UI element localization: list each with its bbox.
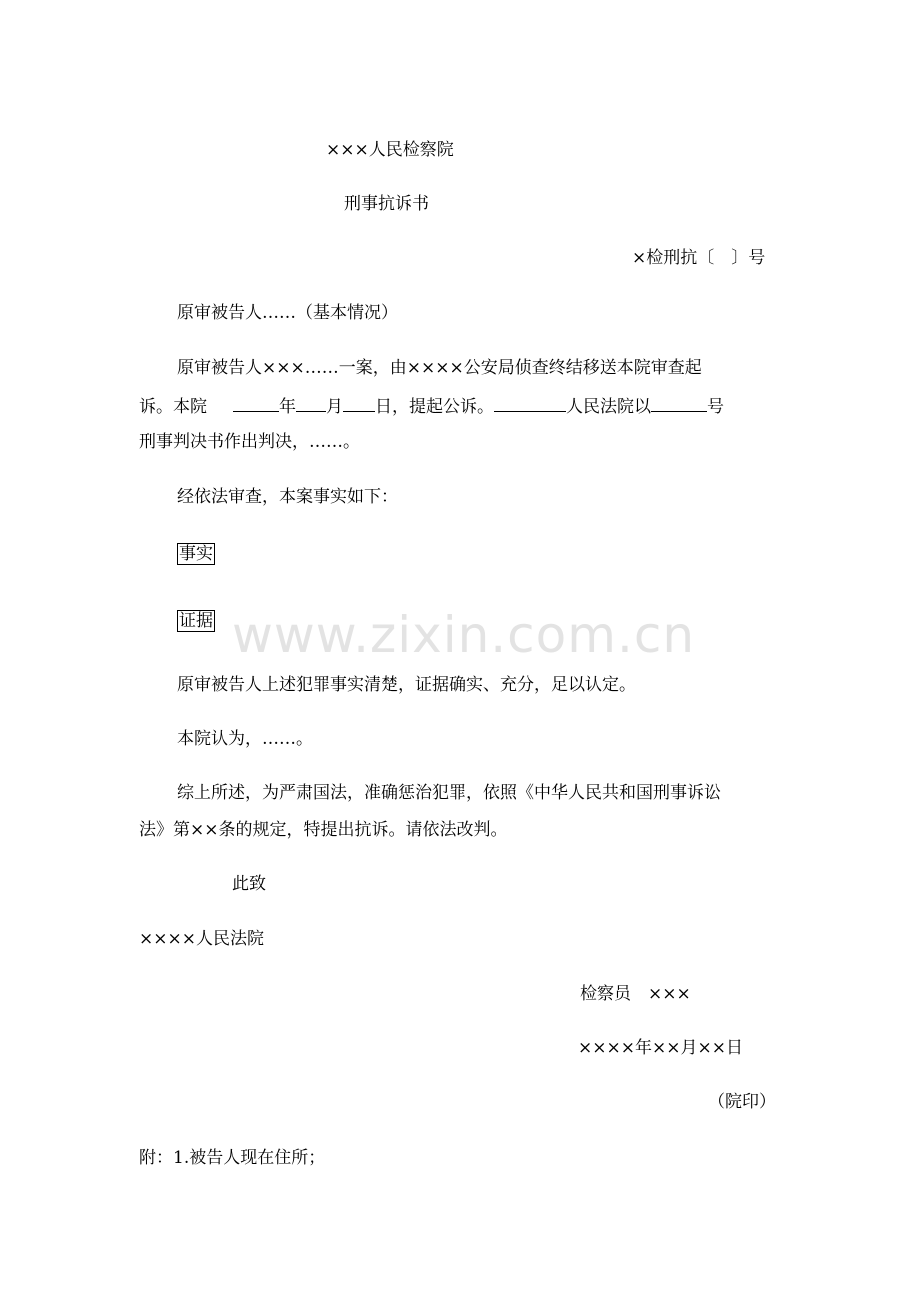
month-blank: [296, 395, 326, 412]
facts-heading: [177, 543, 215, 565]
doc-title: 刑事抗诉书: [344, 194, 429, 214]
conclusion: 原审被告人上述犯罪事实清楚，证据确实、充分，足以认定。: [177, 675, 636, 695]
watermark: www.zixin.com.cn: [232, 606, 696, 664]
date: ××××年××月××日: [578, 1038, 743, 1058]
review-intro: 经依法审查，本案事实如下：: [177, 487, 398, 507]
addressee: ××××人民法院: [139, 929, 264, 949]
attachment: 附：1.被告人现在住所；: [139, 1148, 326, 1168]
year-label: 年: [279, 397, 296, 417]
year-blank: [233, 395, 279, 412]
salutation: 此致: [232, 874, 266, 894]
signer: 检察员 ×××: [580, 984, 691, 1004]
court-seal: （院印）: [708, 1092, 776, 1112]
month-label: 月: [326, 397, 343, 417]
court-label: 人民法院以: [566, 397, 651, 417]
defendant-intro: 原审被告人……（基本情况）: [177, 303, 398, 323]
case-paragraph-line3: 刑事判决书作出判决，……。: [139, 432, 360, 452]
day-blank: [343, 395, 375, 412]
summary-line2: 法》第××条的规定，特提出抗诉。请依法改判。: [139, 820, 508, 840]
doc-number: ×检刑抗〔 〕号: [632, 248, 766, 268]
case-paragraph-line2: [139, 395, 724, 418]
case-text-a: 诉。本院: [139, 397, 207, 417]
number-label: 号: [707, 397, 724, 417]
summary-line1: 综上所述，为严肃国法，准确惩治犯罪，依照《中华人民共和国刑事诉讼: [177, 783, 721, 803]
court-blank: [494, 395, 566, 412]
case-paragraph-line1: 原审被告人×××……一案，由××××公安局侦查终结移送本院审查起: [177, 358, 702, 378]
facts-label: 事实: [179, 544, 213, 564]
evidence-heading: [177, 610, 215, 632]
day-label: 日，提起公诉。: [375, 397, 494, 417]
judgment-number-blank: [651, 395, 707, 412]
opinion: 本院认为，……。: [177, 729, 313, 749]
org-title: ×××人民检察院: [326, 140, 454, 160]
evidence-label: 证据: [179, 611, 213, 631]
